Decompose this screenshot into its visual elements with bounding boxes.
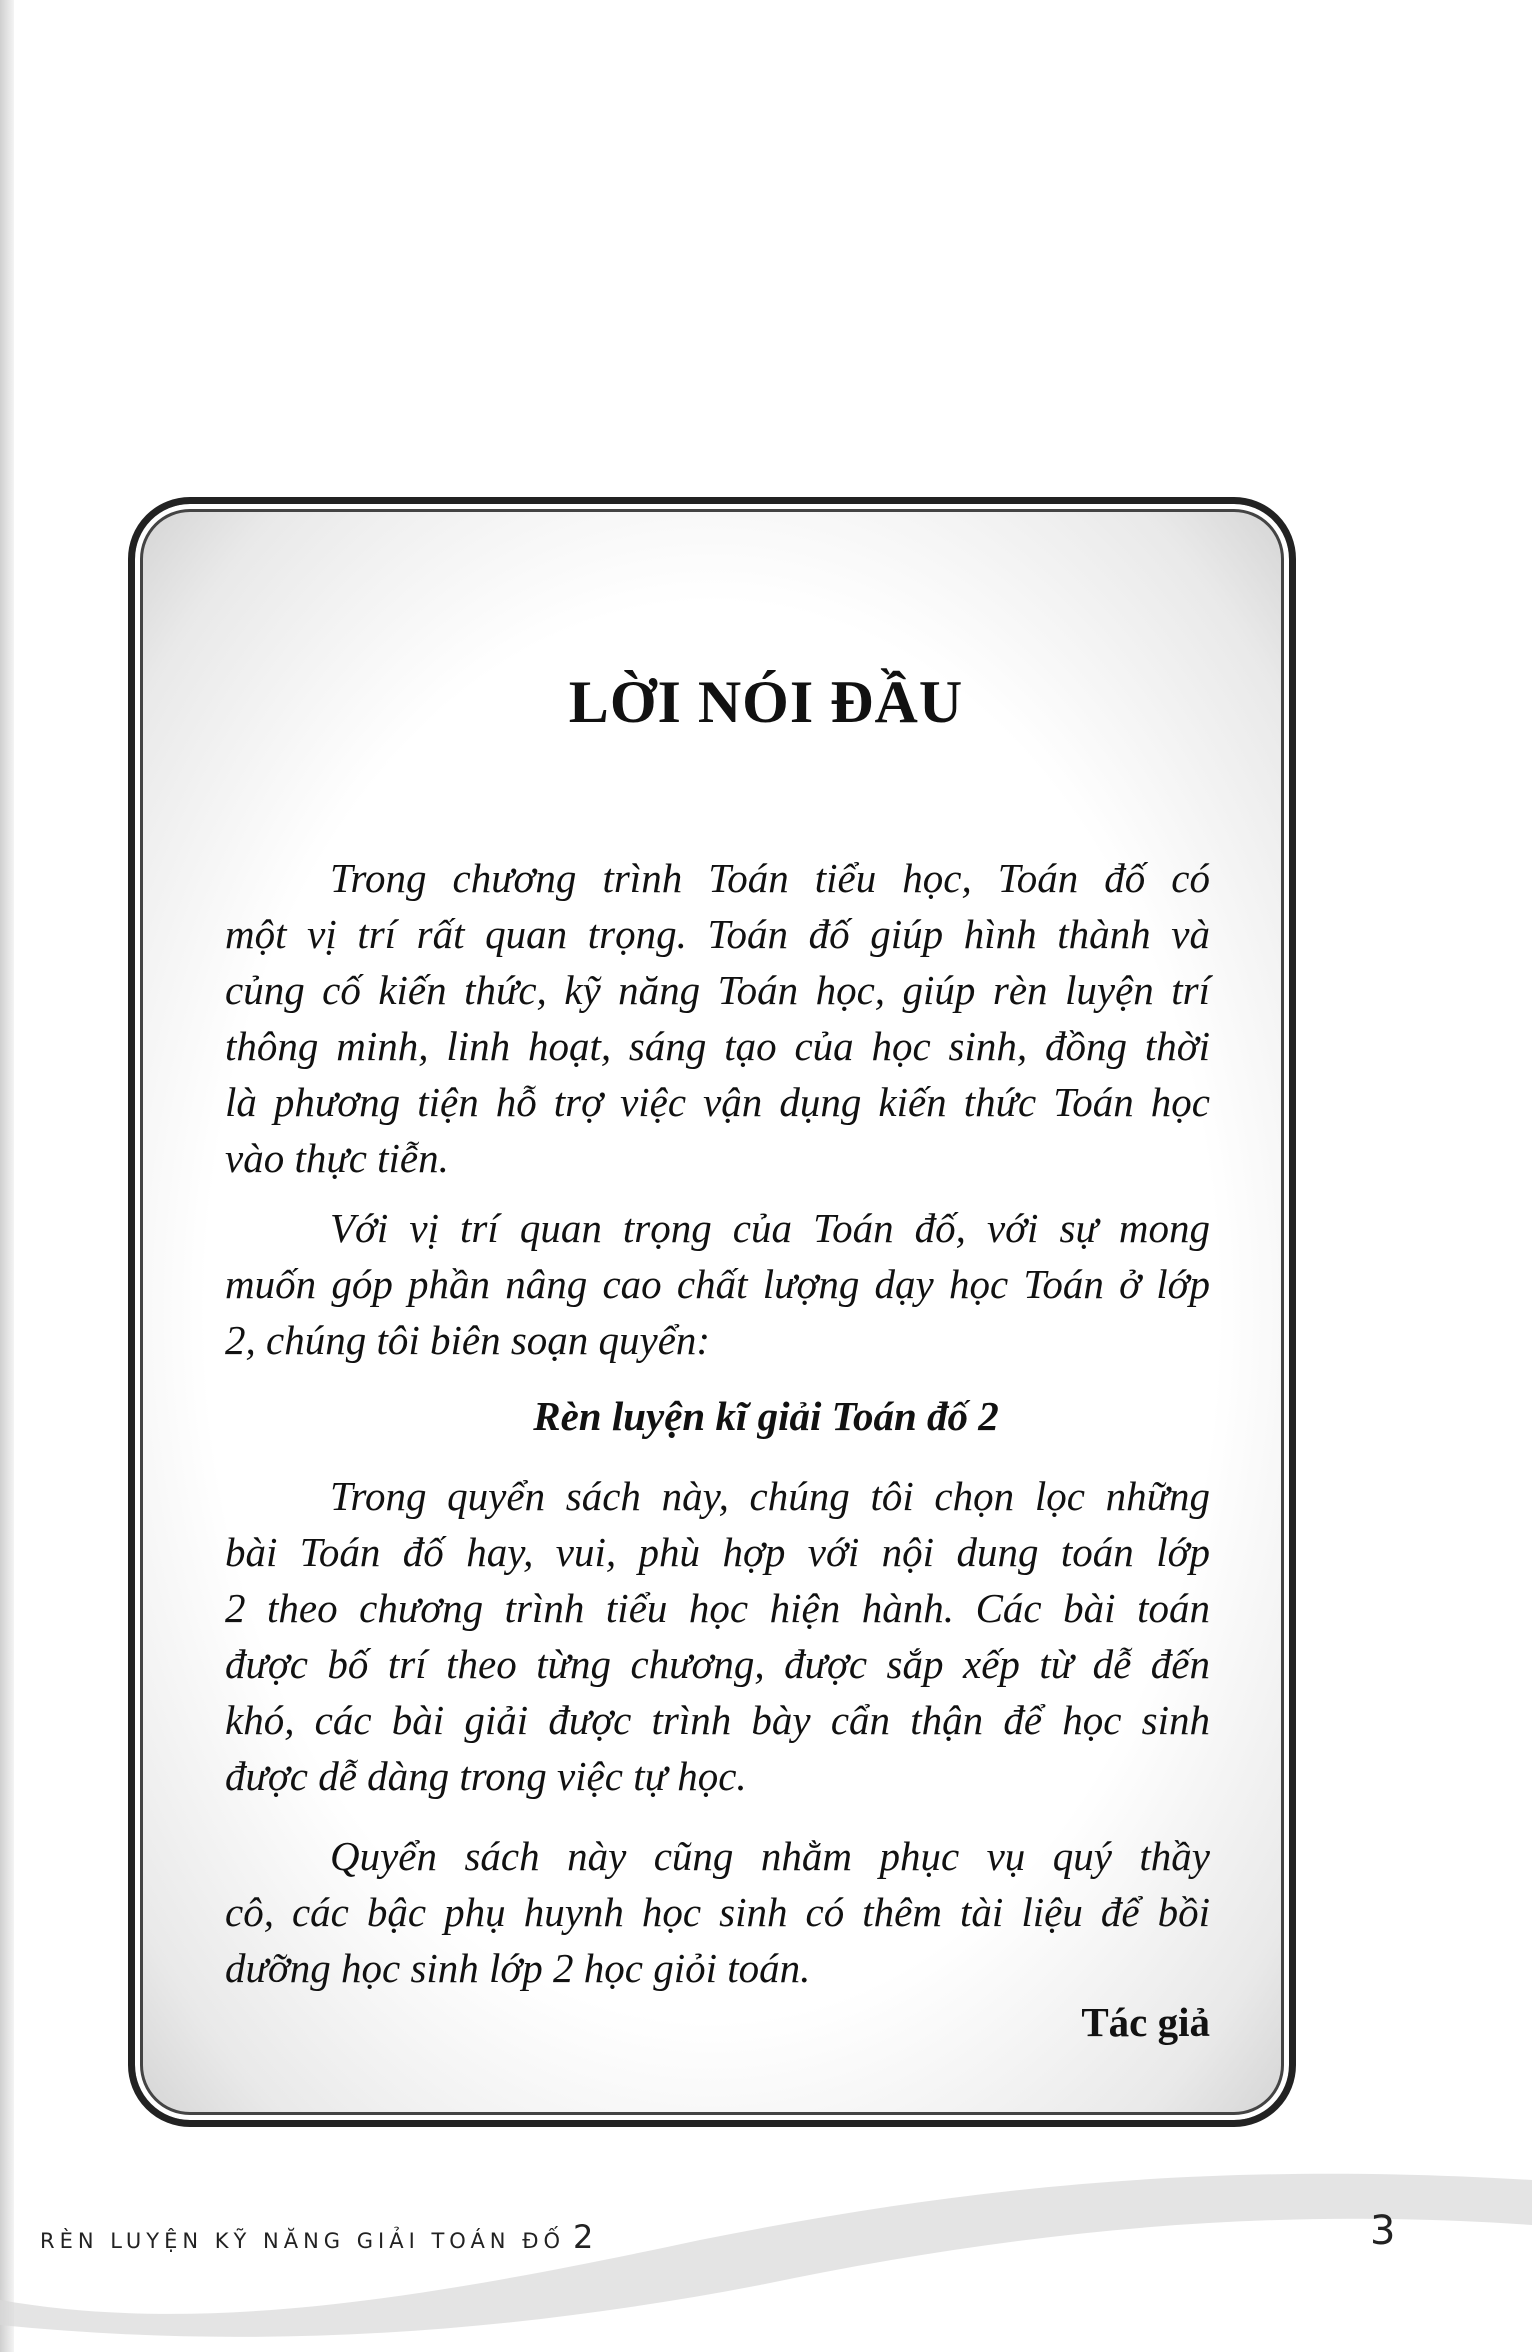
paragraph-4 [225, 1828, 1210, 1996]
page-spine-shadow [0, 0, 14, 2352]
series-number: 2 [573, 2218, 594, 2256]
text-line: Trong chương trình Toán tiểu học, Toán đố có [330, 855, 1210, 901]
running-footer [40, 2218, 593, 2256]
text-line: củng cố kiến thức, kỹ năng Toán học, giúp rèn luyện trí [225, 967, 1210, 1013]
text-line: bài Toán đố hay, vui, phù hợp với nội dung toán lớp [225, 1529, 1210, 1575]
page-number: 3 [1370, 2208, 1396, 2254]
text-line: Trong quyển sách này, chúng tôi chọn lọc những [330, 1473, 1210, 1519]
text-line: Quyển sách này cũng nhằm phục vụ quý thầy [330, 1833, 1210, 1879]
paragraph-3 [225, 1468, 1210, 1804]
paragraph-1 [225, 850, 1210, 1186]
text-line: dưỡng học sinh lớp 2 học giỏi toán. [225, 1945, 811, 1991]
text-line: 2, chúng tôi biên soạn quyển: [225, 1317, 711, 1363]
text-line: cô, các bậc phụ huynh học sinh có thêm tài liệu để bồi [225, 1889, 1210, 1935]
text-line: vào thực tiễn. [225, 1135, 449, 1181]
text-line: Với vị trí quan trọng của Toán đố, với sự mong [330, 1205, 1210, 1251]
text-line: là phương tiện hỗ trợ việc vận dụng kiến thức Toán học [225, 1079, 1210, 1125]
series-title: RÈN LUYỆN KỸ NĂNG GIẢI TOÁN ĐỐ [40, 2229, 565, 2253]
text-line: 2 theo chương trình tiểu học hiện hành. Các bài toán [225, 1585, 1210, 1631]
text-line: được bố trí theo từng chương, được sắp xếp từ dễ đến [225, 1641, 1210, 1687]
paragraph-2 [225, 1200, 1210, 1368]
page-title: LỜI NÓI ĐẦU [568, 669, 964, 735]
text-line: thông minh, linh hoạt, sáng tạo của học sinh, đồng thời [225, 1023, 1210, 1069]
text-line: một vị trí rất quan trọng. Toán đố giúp hình thành và [225, 911, 1210, 957]
book-title: Rèn luyện kĩ giải Toán đố 2 [533, 1393, 999, 1439]
text-line: muốn góp phần nâng cao chất lượng dạy học Toán ở lớp [225, 1261, 1210, 1307]
text-line: được dễ dàng trong việc tự học. [225, 1753, 747, 1799]
author-signature: Tác giả [1081, 1999, 1210, 2045]
text-line: khó, các bài giải được trình bày cẩn thận để học sinh [225, 1697, 1210, 1743]
